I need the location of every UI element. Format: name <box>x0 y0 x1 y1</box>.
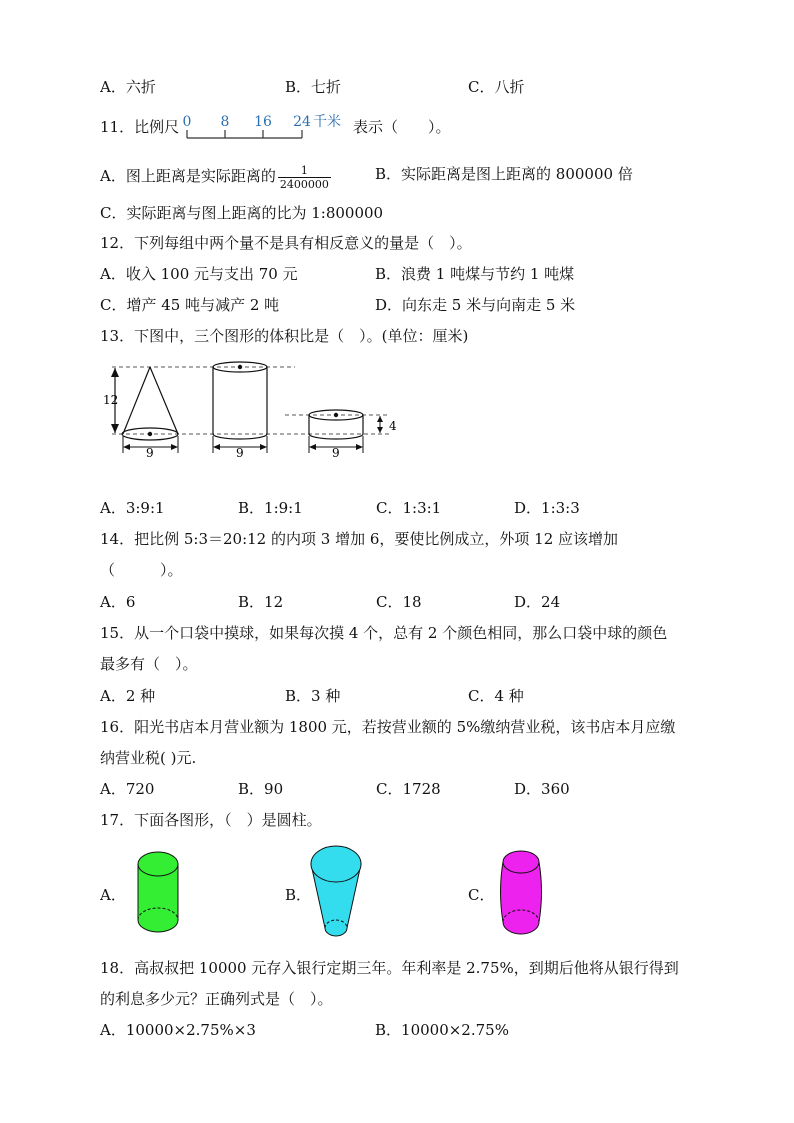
scale-bar-figure <box>180 110 352 144</box>
q10-option-a[interactable]: A．六折 <box>100 78 156 96</box>
q12-option-b[interactable]: B．浪费 1 吨煤与节约 1 吨煤 <box>375 265 575 283</box>
q13-option-d[interactable]: D．1:3:3 <box>514 499 580 517</box>
q13-option-a[interactable]: A．3:9:1 <box>100 499 165 517</box>
scale-tick-0: 0 <box>182 114 192 130</box>
q15-option-b[interactable]: B．3 种 <box>285 687 341 705</box>
q13-option-b[interactable]: B．1:9:1 <box>238 499 303 517</box>
q12-stem: 12．下列每组中两个量不是具有相反意义的量是（ ）。 <box>100 234 472 252</box>
q16-option-c[interactable]: C．1728 <box>376 780 441 798</box>
q17-option-c[interactable]: C． <box>468 886 495 904</box>
q13-option-c[interactable]: C．1:3:1 <box>376 499 442 517</box>
q12-option-c[interactable]: C．增产 45 吨与减产 2 吨 <box>100 296 280 314</box>
fraction-denominator: 2400000 <box>279 177 329 191</box>
q17-stem: 17．下面各图形，（ ）是圆柱。 <box>100 811 322 829</box>
fraction-numerator: 1 <box>278 164 331 178</box>
fraction <box>278 164 331 191</box>
q14-option-b[interactable]: B．12 <box>238 593 284 611</box>
q11-stem-suffix: 表示（ ）。 <box>353 118 451 136</box>
q18-option-b[interactable]: B．10000×2.75% <box>375 1021 509 1039</box>
q16-option-d[interactable]: D．360 <box>514 780 570 798</box>
cone-base-label: 9 <box>146 446 154 460</box>
q16-option-b[interactable]: B．90 <box>238 780 284 798</box>
q15-stem-line2: 最多有（ ）。 <box>100 655 198 673</box>
cylinder-large <box>213 362 267 453</box>
q16-stem-line1: 16．阳光书店本月营业额为 1800 元，若按营业额的 5%缴纳营业税，该书店本月应缴 <box>100 718 676 736</box>
q10-option-c[interactable]: C．八折 <box>468 78 525 96</box>
green-cylinder-figure[interactable] <box>132 846 184 940</box>
q10-option-b[interactable]: B．七折 <box>285 78 342 96</box>
magenta-barrel-figure[interactable] <box>496 846 546 940</box>
q15-option-c[interactable]: C．4 种 <box>468 687 524 705</box>
scale-tick-8: 8 <box>220 114 230 130</box>
q14-stem-line1: 14．把比例 5:3＝20:12 的内项 3 增加 6，要使比例成立，外项 12 应该增加 <box>100 530 619 548</box>
cone-height-label: 12 <box>103 393 119 407</box>
q17-option-b[interactable]: B． <box>285 886 312 904</box>
q14-option-c[interactable]: C．18 <box>376 593 422 611</box>
q18-stem-line1: 18．高叔叔把 10000 元存入银行定期三年。年利率是 2.75%，到期后他将从银行得到 <box>100 959 679 977</box>
q17-option-a[interactable]: A． <box>100 886 126 904</box>
q15-option-a[interactable]: A．2 种 <box>100 687 156 705</box>
q12-option-d[interactable]: D．向东走 5 米与向南走 5 米 <box>375 296 576 314</box>
scale-tick-16: 16 <box>254 114 272 130</box>
cylinder-short <box>309 410 383 453</box>
cylinder-short-base-label: 9 <box>332 446 340 460</box>
q11-option-a[interactable] <box>100 163 333 191</box>
q16-stem-line2: 纳营业税( )元. <box>100 749 197 767</box>
q18-stem-line2: 的利息多少元？正确列式是（ ）。 <box>100 990 333 1008</box>
q11-option-b[interactable]: B．实际距离是图上距离的 800000 倍 <box>375 165 633 183</box>
cylinder-short-height-label: 4 <box>389 419 397 433</box>
q12-option-a[interactable]: A．收入 100 元与支出 70 元 <box>100 265 298 283</box>
q11-stem-prefix: 11．比例尺 <box>100 118 180 136</box>
q14-option-a[interactable]: A．6 <box>100 593 136 611</box>
cone-shape <box>122 367 178 453</box>
scale-tick-24: 24 <box>293 114 311 130</box>
q11-option-a-text: A．图上距离是实际距离的 <box>100 167 276 185</box>
solids-figure <box>100 358 410 463</box>
scale-unit: 千米 <box>313 114 341 130</box>
cylinder-large-base-label: 9 <box>236 446 244 460</box>
q13-stem: 13．下图中，三个图形的体积比是（ ）。(单位：厘米) <box>100 327 469 345</box>
q16-option-a[interactable]: A．720 <box>100 780 155 798</box>
cyan-frustum-figure[interactable] <box>306 842 366 944</box>
q14-option-d[interactable]: D．24 <box>514 593 561 611</box>
q14-stem-line2: （ ）。 <box>100 561 183 579</box>
q11-option-c[interactable]: C．实际距离与图上距离的比为 1:800000 <box>100 204 384 222</box>
q18-option-a[interactable]: A．10000×2.75%×3 <box>100 1021 256 1039</box>
q15-stem-line1: 15．从一个口袋中摸球，如果每次摸 4 个，总有 2 个颜色相同，那么口袋中球的颜色 <box>100 624 668 642</box>
